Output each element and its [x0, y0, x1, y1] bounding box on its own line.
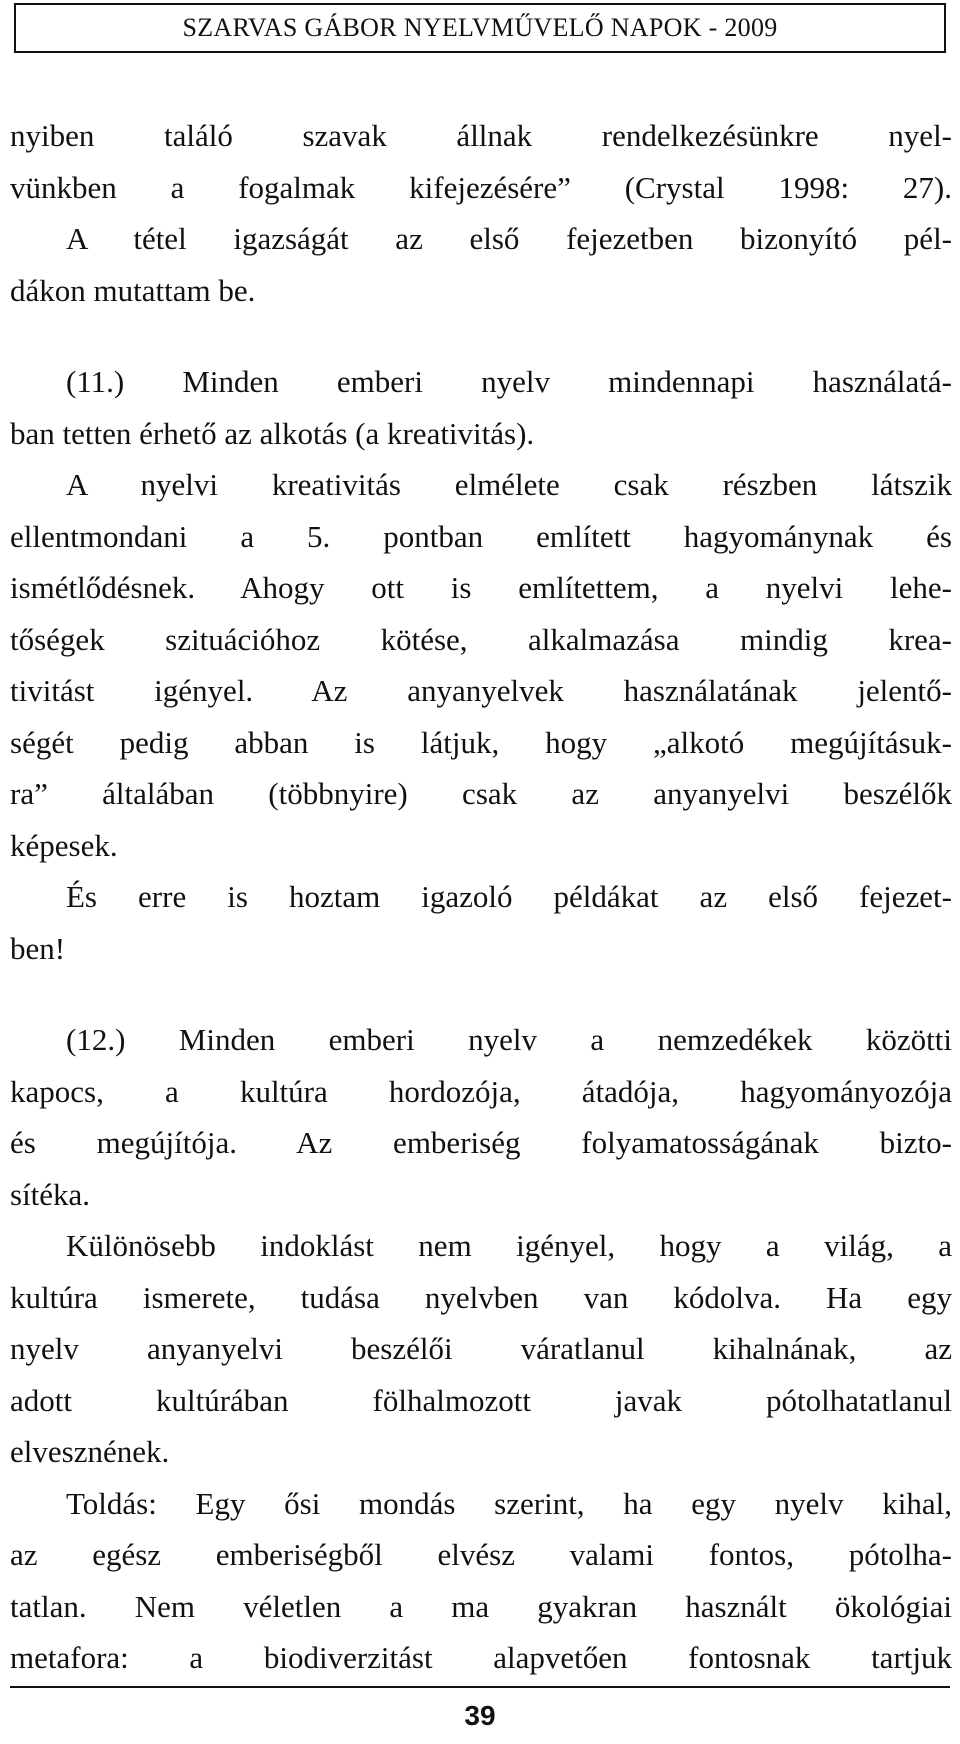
text-line: (12.) Minden emberi nyelv a nemzedékek közötti	[66, 1022, 952, 1057]
text-line: ségét pedig abban is látjuk, hogy „alkotó megújításuk-	[10, 724, 952, 760]
text-line: ismétlődésnek. Ahogy ott is említettem, a nyelvi lehe-	[10, 570, 952, 605]
text-line: metafora: a biodiverzitást alapvetően fontosnak tartjuk	[10, 1640, 952, 1675]
footer-divider	[10, 1686, 950, 1688]
text-line: vünkben a fogalmak kifejezésére” (Crystal 1998: 27).	[10, 169, 952, 205]
text-line: A tétel igazságát az első fejezetben bizonyító pél-	[66, 221, 952, 256]
header-title: SZARVAS GÁBOR NYELVMŰVELŐ NAPOK - 2009	[182, 13, 778, 42]
text-line: A nyelvi kreativitás elmélete csak részben látszik	[66, 467, 952, 502]
text-line: nyiben találó szavak állnak rendelkezésünkre nyel-	[10, 118, 952, 153]
text-line: (11.) Minden emberi nyelv mindennapi használatá-	[66, 364, 952, 399]
text-line: tatlan. Nem véletlen a ma gyakran használt ökológiai	[10, 1588, 952, 1624]
text-line: képesek.	[10, 827, 118, 863]
running-header	[14, 3, 946, 53]
text-line: ban tetten érhető az alkotás (a kreativitás).	[10, 415, 535, 451]
text-line: Toldás: Egy ősi mondás szerint, ha egy nyelv kihal,	[66, 1485, 952, 1521]
paragraph-gap	[10, 316, 952, 356]
text-line: sítéka.	[10, 1176, 91, 1212]
text-line: kapocs, a kultúra hordozója, átadója, hagyományozója	[10, 1073, 952, 1109]
text-line: dákon mutattam be.	[10, 272, 256, 308]
text-line: elvesznének.	[10, 1434, 170, 1469]
text-line: ra” általában (többnyire) csak az anyanyelvi beszélők	[10, 776, 952, 811]
text-line: kultúra ismerete, tudása nyelvben van kódolva. Ha egy	[10, 1279, 952, 1315]
text-line: tivitást igényel. Az anyanyelvek használatának jelentő-	[10, 673, 952, 708]
page-body	[10, 110, 952, 1684]
text-line: Különösebb indoklást nem igényel, hogy a világ, a	[66, 1228, 952, 1263]
text-line: ellentmondani a 5. pontban említett hagyománynak és	[10, 518, 952, 554]
text-line: És erre is hoztam igazoló példákat az első fejezet-	[66, 879, 952, 914]
page-number: 39	[464, 1700, 496, 1731]
text-line: adott kultúrában fölhalmozott javak pótolhatatlanul	[10, 1382, 952, 1418]
text-line: az egész emberiségből elvész valami fontos, pótolha-	[10, 1537, 952, 1572]
text-line: tőségek szituációhoz kötése, alkalmazása mindig krea-	[10, 621, 952, 657]
paragraph-gap	[10, 974, 952, 1014]
text-line: és megújítója. Az emberiség folyamatosságának bizto-	[10, 1125, 952, 1160]
text-line: ben!	[10, 930, 66, 966]
text-line: nyelv anyanyelvi beszélői váratlanul kihalnának, az	[10, 1331, 952, 1366]
